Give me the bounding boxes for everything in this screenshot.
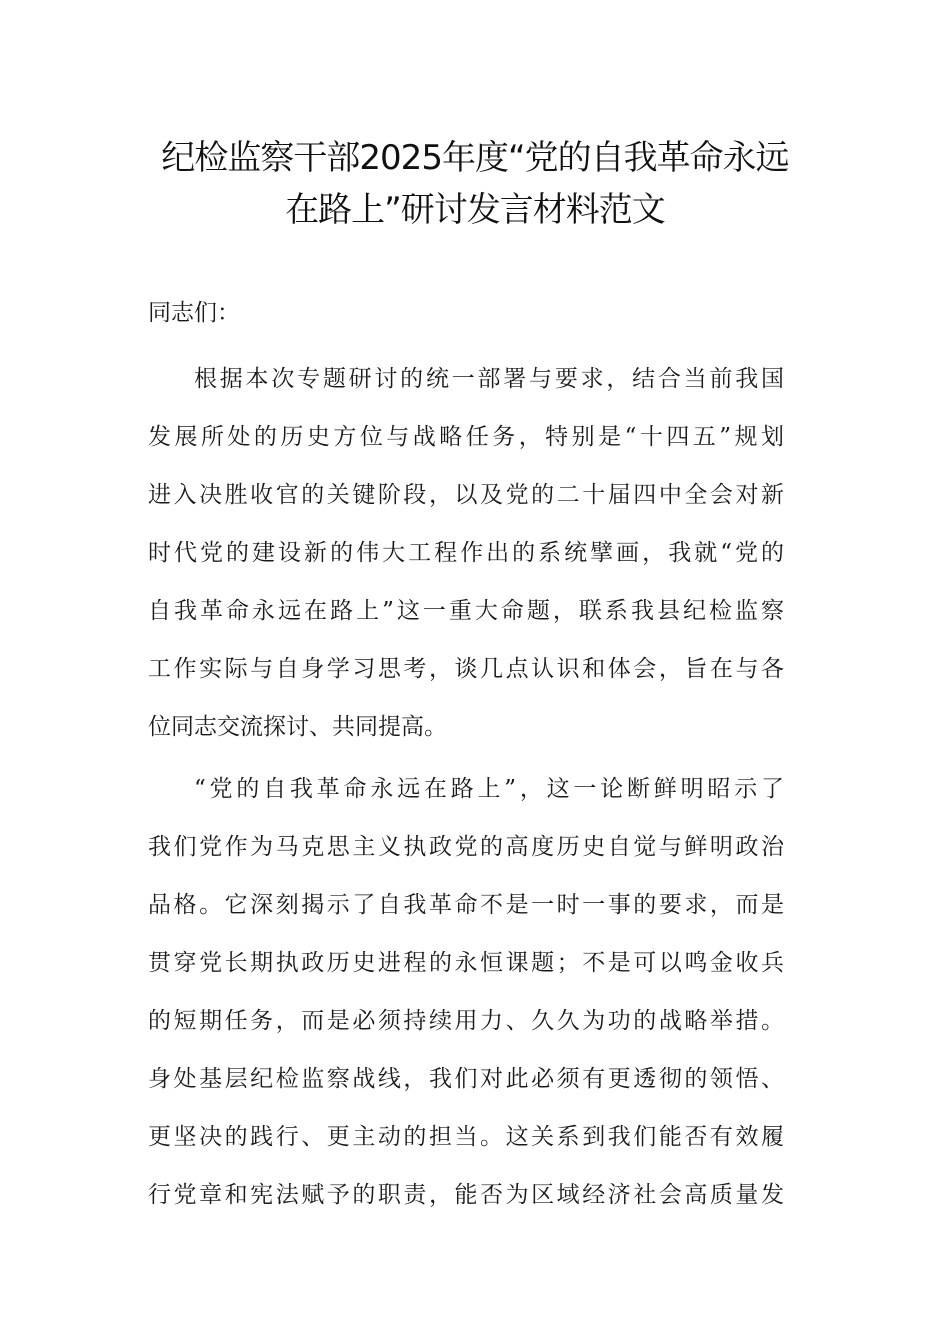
paragraph-1-line: 位同志交流探讨、共同提高。 <box>148 714 447 740</box>
paragraph-2-line: 身处基层纪检监察战线，我们对此必须有更透彻的领悟、 <box>148 1066 784 1092</box>
paragraph-1-line: 根据本次专题研讨的统一部署与要求，结合当前我国 <box>194 366 784 392</box>
document-title-line-2: 在路上”研讨发言材料范文 <box>285 190 665 230</box>
paragraph-2-line: 行党章和宪法赋予的职责，能否为区域经济社会高质量发 <box>148 1182 784 1208</box>
paragraph-2-line: 更坚决的践行、更主动的担当。这关系到我们能否有效履 <box>148 1124 784 1150</box>
paragraph-1-line: 进入决胜收官的关键阶段，以及党的二十届四中全会对新 <box>148 482 784 508</box>
paragraph-2-line: 品格。它深刻揭示了自我革命不是一时一事的要求，而是 <box>148 892 784 918</box>
paragraph-1-line: 工作实际与自身学习思考，谈几点认识和体会，旨在与各 <box>148 656 784 682</box>
paragraph-2-line: 贯穿党长期执政历史进程的永恒课题；不是可以鸣金收兵 <box>148 950 784 976</box>
paragraph-1-line: 自我革命永远在路上”这一重大命题，联系我县纪检监察 <box>148 598 784 624</box>
paragraph-2-line: 我们党作为马克思主义执政党的高度历史自觉与鲜明政治 <box>148 834 784 860</box>
paragraph-1-line: 时代党的建设新的伟大工程作出的系统擘画，我就“党的 <box>148 540 784 566</box>
paragraph-2-line: “党的自我革命永远在路上”，这一论断鲜明昭示了 <box>194 776 784 802</box>
salutation: 同志们： <box>148 300 240 326</box>
paragraph-1-line: 发展所处的历史方位与战略任务，特别是“十四五”规划 <box>148 424 784 450</box>
document-title-line-1: 纪检监察干部2025年度“党的自我革命永远 <box>161 138 789 178</box>
paragraph-2-line: 的短期任务，而是必须持续用力、久久为功的战略举措。 <box>148 1008 784 1034</box>
